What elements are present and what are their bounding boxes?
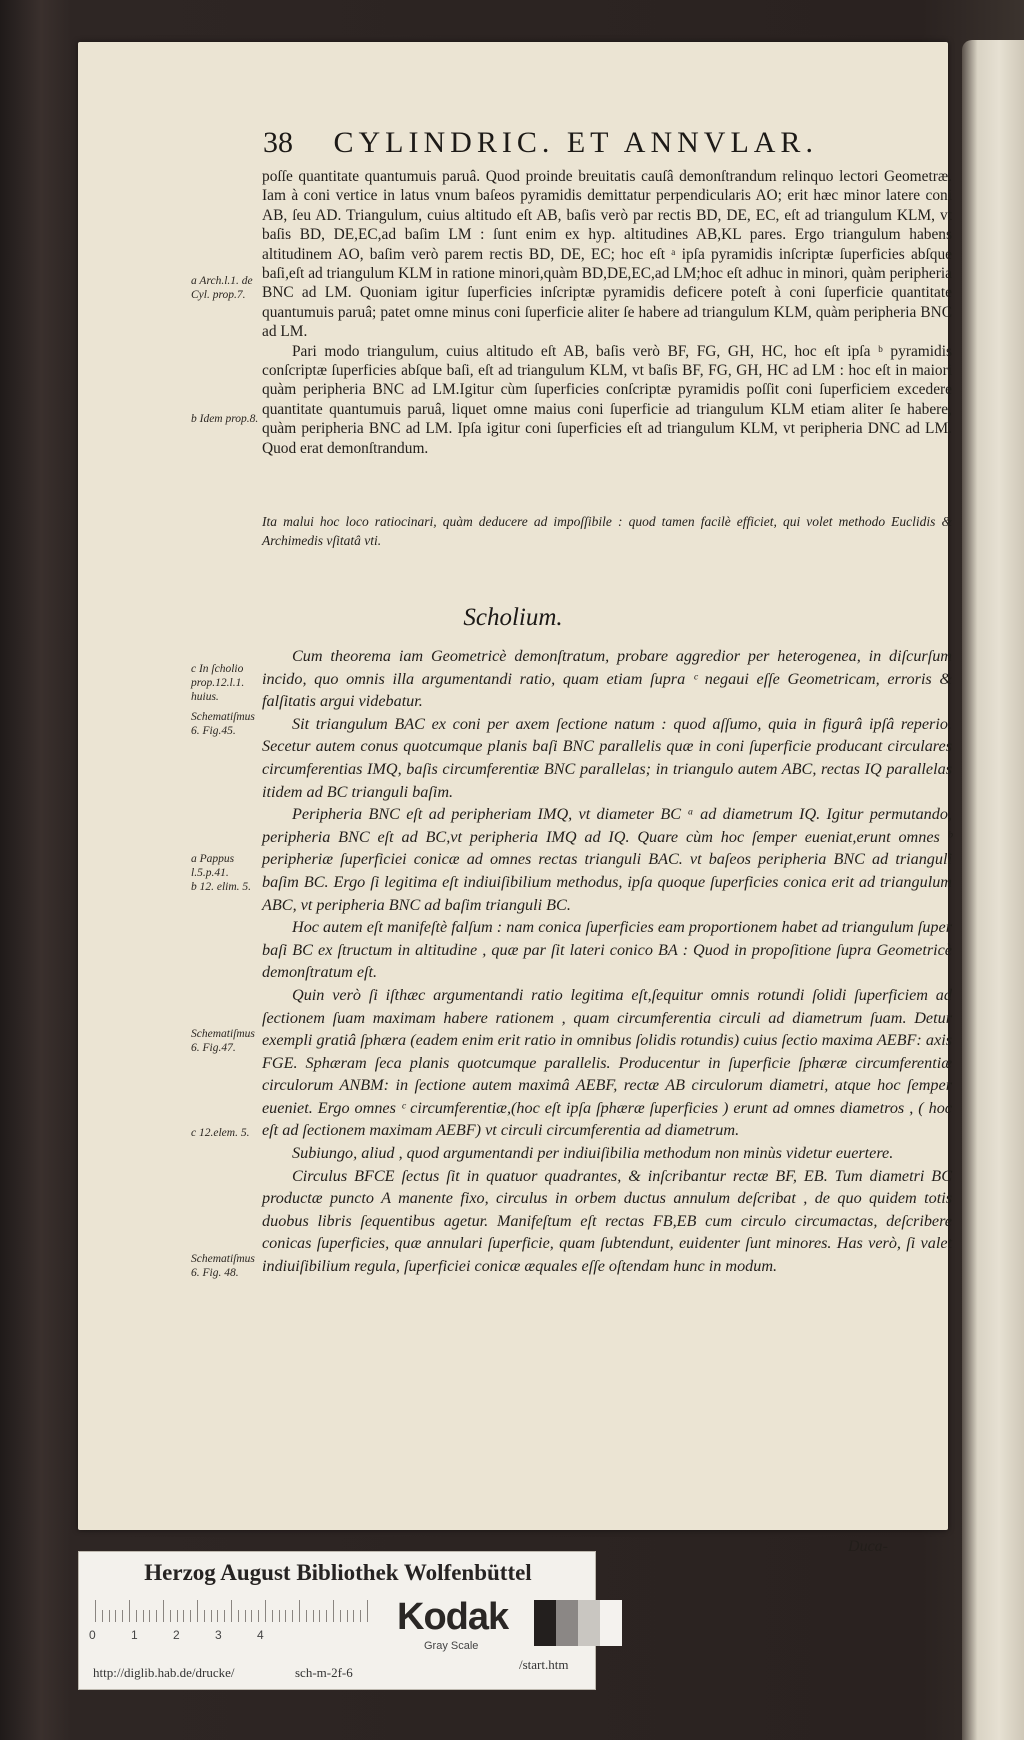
gray-swatches xyxy=(534,1600,622,1646)
margin-note: c In ſcholio prop.12.l.1. huius. xyxy=(191,663,245,703)
paragraph: Quin verò ſi iſthæc argumentandi ratio legitima eſt,ſequitur omnis rotundi ſolidi ſuperficiem ad ſectionem ſuam maximam habere rationem , quam circumferentia circuli ad diametrum ſuam. Detur exempli gratiâ ſphæra (eadem enim erit ratio in omnibus ſolidis rotundis) cuius ſectio maxima AEBF: axis FGE. Sphæram ſeca planis quotcumque parallelis. Producentur in ſuperficie ſphæræ circumferentiæ circulorum ANBM: in ſectione autem maximâ AEBF, rectæ AB circulorum diametri, atque hoc ſemper eueniet. Ergo omnes ᶜ circumferentiæ,(hoc eſt ipſa ſphæræ ſuperficies ) erunt ad omnes diametros , ( hoc eſt ad ſectionem maximam AEBF) vt circuli circumferentia ad diametrum. xyxy=(262,985,952,1140)
ruler-tick xyxy=(109,1610,110,1622)
ruler-label: 2 xyxy=(173,1628,180,1642)
ruler-tick xyxy=(326,1610,327,1622)
ruler-tick xyxy=(115,1610,116,1622)
ruler-tick xyxy=(319,1610,320,1622)
ruler-tick xyxy=(299,1600,300,1622)
ruler-tick xyxy=(245,1610,246,1622)
shelfmark: sch-m-2f-6 xyxy=(295,1665,353,1680)
swatch xyxy=(556,1600,578,1646)
paragraph: Hoc autem eſt manifeſtè falſum : nam conica ſuperficies eam proportionem habet ad triangulum ſuper baſi BC ex ſtructum in altitudine , quæ par ſit lateri conico BA : Quod in propoſitione ſupra Geometricè demonſtratum eſt. xyxy=(262,918,952,982)
ruler-tick xyxy=(102,1610,103,1622)
library-name: Herzog August Bibliothek Wolfenbüttel xyxy=(144,1560,532,1585)
paragraph: Pari modo triangulum, cuius altitudo eſt AB, baſis verò BF, FG, GH, HC, hoc eſt ipſa ᵇ pyramidis conſcriptæ ſuperficies abſque baſi, eſt ad triangulum KLM, vt baſis BF, FG, GH, HC ad LM : hoc eſt in maiori quàm peripheria BNC ad LM.Igitur cùm ſuperficies conſcriptæ pyramidis poſſit coni ſuperficiem excedere quantitate quantumuis paruâ, liquet omne maius coni ſuperficie ad triangulum KLM etiam aliter ſe habere, quàm peripheria BNC ad LM. Ipſa igitur coni ſuperficies eſt ad triangulum KLM, vt peripheria DNC ad LM. Quod erat demonſtrandum. xyxy=(262,342,952,457)
paragraph: Subiungo, aliud , quod argumentandi per indiuiſibilia methodum non minùs videtur euertere. xyxy=(292,1144,894,1163)
swatch xyxy=(600,1600,622,1646)
ruler-label: 0 xyxy=(89,1628,96,1642)
margin-note: Schematiſmus 6. Fig. 48. xyxy=(191,1253,255,1279)
margin-note: b 12. elim. 5. xyxy=(191,881,252,893)
ruler-tick xyxy=(217,1610,218,1622)
running-header xyxy=(263,126,903,160)
color-card xyxy=(78,1551,596,1690)
margin-note: Schematiſmus 6. Fig.45. xyxy=(191,711,255,737)
page-number: 38 xyxy=(263,126,293,159)
ruler-tick xyxy=(136,1610,137,1622)
next-page-edge xyxy=(962,40,1024,1740)
ruler-tick xyxy=(143,1610,144,1622)
ruler-tick xyxy=(163,1600,164,1622)
ruler-tick xyxy=(360,1610,361,1622)
ruler-tick xyxy=(258,1610,259,1622)
catchword: Duca- xyxy=(848,1538,888,1555)
url-suffix: /start.htm xyxy=(519,1657,569,1672)
ruler-tick xyxy=(177,1610,178,1622)
ruler-tick xyxy=(306,1610,307,1622)
ruler-tick xyxy=(156,1610,157,1622)
paragraph: poſſe quantitate quantumuis paruâ. Quod proinde breuitatis cauſâ demonſtrandum relinquo lectori Geometræ. Iam à coni vertice in latus vnum baſeos pyramidis demittatur perpendicularis AO; erit hæc minor latere coni AB, ſeu AD. Triangulum, cuius altitudo eſt AB, baſis verò par rectis BD, DE, EC, eſt ad triangulum KLM, vt baſis BD, DE,EC,ad baſim LM : ſunt enim ex hyp. altitudines AB,KL pares. Ergo triangulum habens altitudinem AO, baſim verò parem rectis BD, DE, EC; hoc eſt ᵃ ipſa pyramidis inſcriptæ ſuperficies abſque baſi,eſt ad triangulum KLM in ratione minori,quàm BD,DE,EC,ad LM;hoc eſt adhuc in minori, quàm peripheria BNC ad LM. Quoniam igitur ſuperficies inſcriptæ pyramidis deficere poteſt à coni ſuperficie quantitate quantumuis paruâ; patet omne minus coni ſuperficie aliter ſe habere ad triangulum KLM, quàm peripheria BNC ad LM. xyxy=(262,168,952,341)
ruler-tick xyxy=(340,1610,341,1622)
ruler-labels xyxy=(89,1628,389,1644)
running-title: CYLINDRIC. ET ANNVLAR. xyxy=(333,126,818,159)
paragraph: Sit triangulum BAC ex coni per axem ſectione natum : quod aſſumo, quia in figurâ ipſâ reperio. Secetur autem conus quotcumque planis baſi BNC parallelis quæ in coni ſuperficie producant circulares circumferentias IMQ, baſis circumferentiæ BNC parallelas; in triangulo autem ABC, rectas IQ parallelas itidem ad BC trianguli baſim. xyxy=(262,714,952,801)
scholium-text xyxy=(262,645,952,1278)
swatch xyxy=(534,1600,556,1646)
margin-note: a Arch.l.1. de Cyl. prop.7. xyxy=(191,275,253,301)
ruler-tick xyxy=(190,1610,191,1622)
paragraph: Circulus BFCE ſectus ſit in quatuor quadrantes, & inſcribantur rectæ BF, EB. Tum diametri BC productæ puncto A manente fixo, circulus in orbem ductus annulum deſcribat , de quo quidem totis duobus libris ſequentibus agetur. Manifeſtum eſt rectas FB,EB cum circulo circumactas, deſcribere conicas ſuperficies, quæ annulari ſuperficie, quam ſubtendunt, euidenter ſunt minores. Has verò, ſi valet indiuiſibilium regula, ſuperficiei conicæ æquales eſſe oſtendam hunc in modum. xyxy=(262,1166,952,1276)
ruler-tick xyxy=(265,1600,266,1622)
book-page xyxy=(78,42,952,1555)
ruler-label: 4 xyxy=(257,1628,264,1642)
ruler-tick xyxy=(313,1610,314,1622)
swatch xyxy=(578,1600,600,1646)
main-text xyxy=(262,167,952,458)
ruler-tick xyxy=(183,1610,184,1622)
ruler-tick xyxy=(285,1610,286,1622)
paragraph: Cum theorema iam Geometricè demonſtratum, probare aggredior per heterogenea, in diſcurſum incido, quo omnis illa argumentandi ratio, quam etiam ſupra ᶜ negaui eſſe Geometricam, erroris & falſitatis argui videbatur. xyxy=(262,647,952,711)
ruler-tick xyxy=(95,1600,96,1622)
ruler-tick xyxy=(204,1610,205,1622)
paragraph: Peripheria BNC eſt ad peripheriam IMQ, vt diameter BC ᵃ ad diametrum IQ. Igitur permutando, peripheria BNC eſt ad BC,vt peripheria IMQ ad IQ. Quare cùm hoc ſemper eueniat,erunt omnes ᵇ peripheriæ ſuperficiei conicæ ad omnes rectas trianguli BAC. vt baſeos peripheria BNC ad trianguli baſim BC. Ergo ſi legitima eſt indiuiſibilium methodus, ipſa quoque ſuperficies conica erit ad triangulum ABC, vt peripheria BNC ad baſim trianguli BC. xyxy=(262,805,952,914)
ruler-tick xyxy=(347,1610,348,1622)
source-url: http://diglib.hab.de/drucke/ xyxy=(93,1665,235,1680)
ruler-tick xyxy=(238,1610,239,1622)
ruler-tick xyxy=(272,1610,273,1622)
margin-note: Schematiſmus 6. Fig.47. xyxy=(191,1028,255,1054)
ruler-tick xyxy=(279,1610,280,1622)
ruler xyxy=(95,1600,369,1622)
ruler-tick xyxy=(292,1610,293,1622)
margin-note: a Pappus l.5.p.41. xyxy=(191,853,235,879)
gray-scale-label: Gray Scale xyxy=(424,1640,479,1652)
ruler-tick xyxy=(129,1600,130,1622)
ruler-tick xyxy=(211,1610,212,1622)
ruler-tick xyxy=(197,1600,198,1622)
ruler-tick xyxy=(333,1600,334,1622)
ruler-tick xyxy=(122,1610,123,1622)
scholium-heading: Scholium. xyxy=(463,604,563,631)
ruler-tick xyxy=(251,1610,252,1622)
ruler-tick xyxy=(224,1610,225,1622)
margin-note: b Idem prop.8. xyxy=(191,413,259,425)
ruler-label: 3 xyxy=(215,1628,222,1642)
italic-note: Ita malui hoc loco ratiocinari, quàm deducere ad impoſſibile : quod tamen facilè efficiet, qui volet methodo Euclidis & Archimedis vſitatâ vti. xyxy=(262,514,952,548)
ruler-tick xyxy=(170,1610,171,1622)
kodak-logo: Kodak xyxy=(397,1596,509,1638)
ruler-label: 1 xyxy=(131,1628,138,1642)
ruler-tick xyxy=(353,1610,354,1622)
ruler-tick xyxy=(149,1610,150,1622)
ruler-tick xyxy=(231,1600,232,1622)
ruler-tick xyxy=(367,1600,368,1622)
margin-note: c 12.elem. 5. xyxy=(191,1127,250,1139)
